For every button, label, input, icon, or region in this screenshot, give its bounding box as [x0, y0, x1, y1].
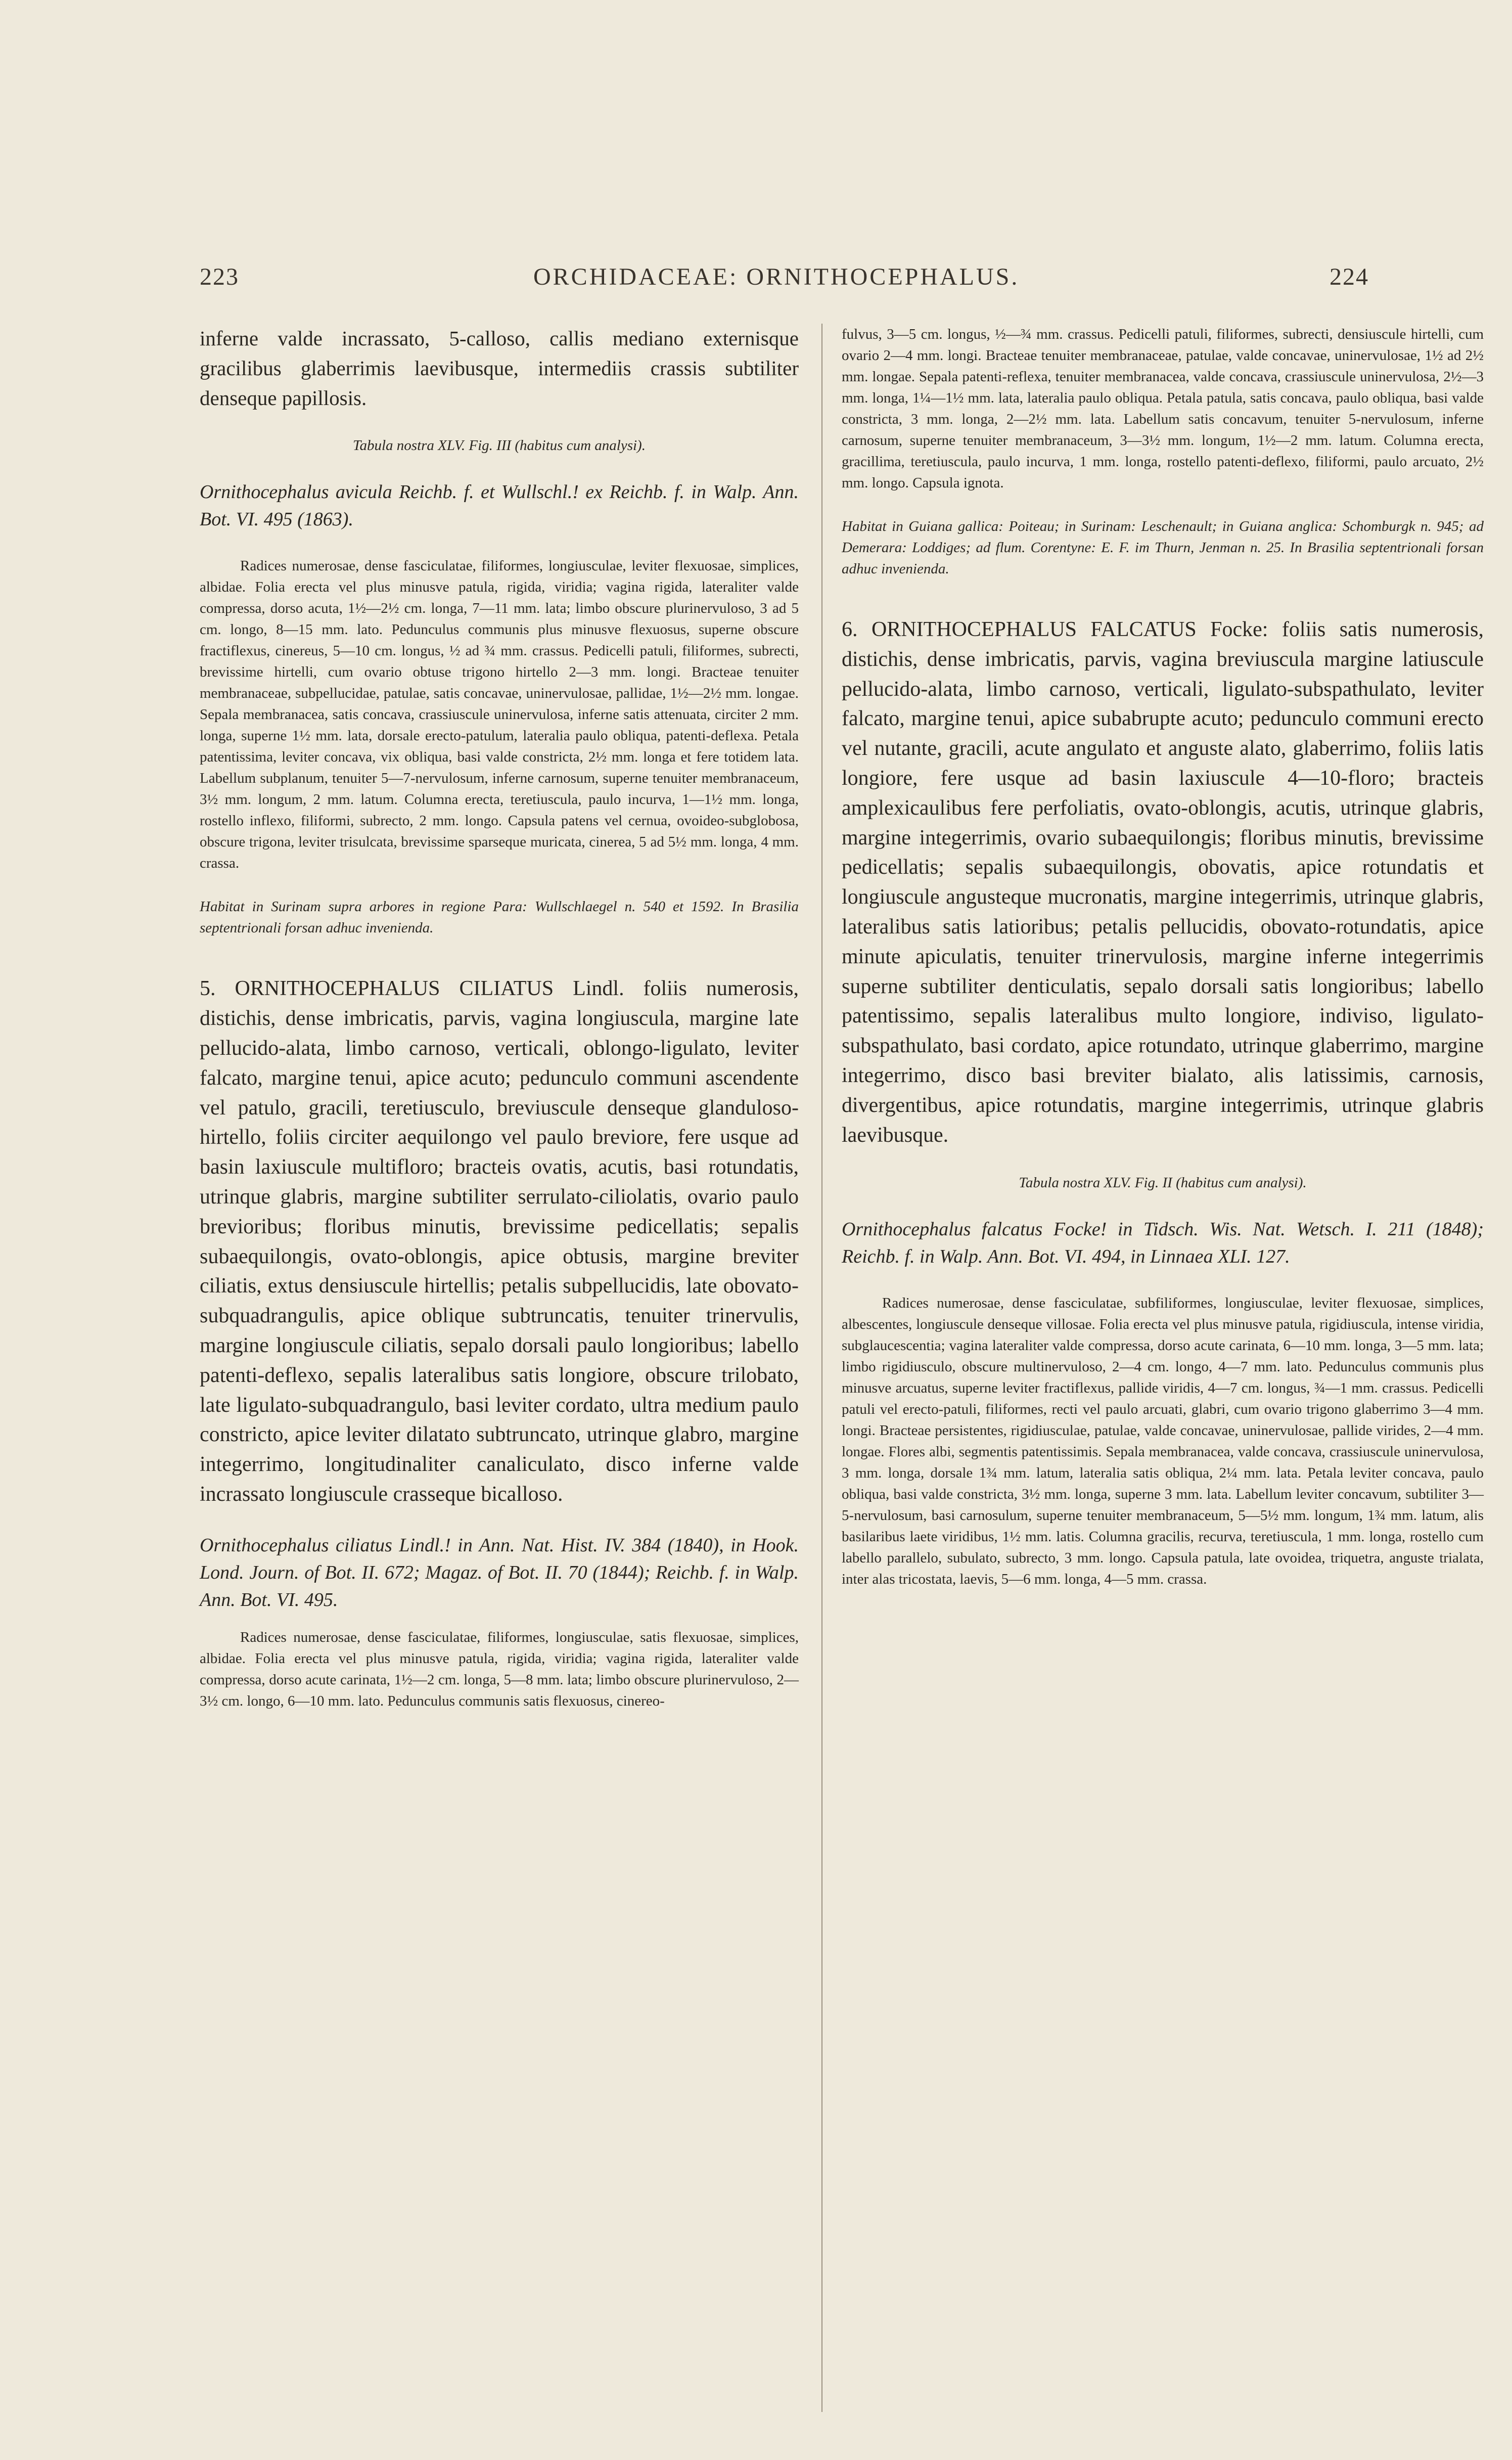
species-heading-6: 6. ORNITHOCEPHALUS FALCATUS Focke: foliis satis numerosis, distichis, dense imbricatis, parvis, vagina breviuscula margine latiuscule pellucido-alata, limbo carnoso, verticali, ligulato-subspathulato, leviter falcato, margine tenui, apice subabrupte acuto; pedunculo communi erecto vel nutante, gracili, acute angulato et anguste alato, glaberrimo, foliis latis longiore, fere usque ad basin laxiuscule 4—10-floro; bracteis amplexicaulibus fere perfoliatis, ovato-oblongis, acutis, utrinque glabris, margine integerrimis, ovario subaequilongis; floribus minutis, brevissime pedicellatis; sepalis subaequilongis, obovatis, apice rotundatis et longiuscule angusteque mucronatis, margine integerrimis, utrinque glabris, lateralibus satis latioribus; petalis pellucidis, obovato-rotundatis, apice minute apiculatis, tenuiter trinervulosis, margine inferne integerrimis superne subtiliter denticulatis, sepalo dorsali satis longioribus; labello patentissimo, sepalis lateralibus multo longiore, indiviso, ligulato-subspathulato, basi cordato, apice rotundato, utrinque glaberrimo, margine integerrimo, disco basi breviter bialato, alis latissimis, carnosis, divergentibus, apice rotundatis, margine integerrimis, utrinque glabris laevibusque.: [842, 618, 1484, 1147]
species-description-continued: fulvus, 3—5 cm. longus, ½—¾ mm. crassus. Pedicelli patuli, filiformes, subrecti, densiuscule hirtelli, cum ovario 2—4 mm. longi. Bracteae tenuiter membranaceae, patulae, valde concavae, uninervulosae, 1½ ad 2½ mm. longae. Sepala patenti-reflexa, tenuiter membranacea, valde concava, crassiuscule uninervulosa, 2½—3 mm. longa, 1¼—1½ mm. lata, lateralia paulo obliqua. Petala patula, satis concava, paulo obliqua, basi valde constricta, 3 mm. longa, 2—2½ mm. lata. Labellum satis concavum, tenuiter 5-nervulosum, inferne carnosum, superne tenuiter membranaceum, 3—3½ mm. longum, 1½—2 mm. latum. Columna erecta, gracillima, teretiuscula, paulo incurva, 1 mm. longa, rostello patenti-deflexo, filiformi, paulo arcuato, 2½ mm. longo. Capsula ignota.: [842, 326, 1484, 491]
species-description-6: Radices numerosae, dense fasciculatae, subfiliformes, longiusculae, leviter flexuosae, simplices, albescentes, longiuscule denseque villosae. Folia erecta vel plus minusve patula, rigidiuscula, intense viridia, subglaucescentia; vagina lateraliter valde compressa, dorso acute carinata, 6—10 mm. longa, 3—5 mm. lata; limbo rigidiusculo, obscure multinervuloso, 2—4 cm. longo, 4—7 mm. lato. Pedunculus communis plus minusve arcuatus, superne leviter fractiflexus, pallide viridis, 4—7 cm. longus, ¾—1 mm. crassus. Pedicelli patuli vel erecto-patuli, filiformes, recti vel paulo arcuati, glabri, cum ovario trigono glaberrimo 3—4 mm. longi. Bracteae persistentes, rigidiusculae, patulae, valde concavae, uninervulosae, pallide virides, 2—4 mm. longae. Flores albi, segmentis patentissimis. Sepala membranacea, valde concava, crassiuscule uninervulosa, 3 mm. longa, dorsale 1¾ mm. latum, lateralia satis obliqua, 2¼ mm. lata. Petala leviter concava, paulo obliqua, basi valde constricta, 3½ mm. longa, superne 3 mm. lata. Labellum leviter concavum, subtiliter 3—5-nervulosum, basi carnosulum, superne tenuiter membranaceum, 5—5½ mm. longum, 1¾ mm. latum, alis basilaribus laete viridibus, 1½ mm. latis. Columna gracilis, recurva, teretiuscula, 1 mm. longa, rostello cum labello parallelo, subulato, subrecto, 3 mm. longo. Capsula patula, late ovoidea, triquetra, anguste trialata, inter alas tricostata, laevis, 5—6 mm. longa, 4—5 mm. crassa.: [842, 1295, 1484, 1588]
habitat-note-5: Habitat in Guiana gallica: Poiteau; in Surinam: Leschenault; in Guiana anglica: Schomburgk n. 945; ad Demerara: Loddiges; ad flum. Corentyne: E. F. im Thurn, Jenman n. 25. In Brasilia septentrionali forsan adhuc invenienda.: [842, 518, 1484, 577]
plate-reference: Tabula nostra XLV. Fig. III (habitus cum analysi).: [353, 437, 646, 454]
synonym-reference-6: Ornithocephalus falcatus Focke! in Tidsch. Wis. Nat. Wetsch. I. 211 (1848); Reichb. f. in Walp. Ann. Bot. VI. 494, in Linnaea XLI. 127.: [842, 1219, 1484, 1268]
page-number-left: 223: [200, 263, 239, 290]
species-description: Radices numerosae, dense fasciculatae, filiformes, longiusculae, leviter flexuosae, simplices, albidae. Folia erecta vel plus minusve patula, rigida, viridia; vagina rigida, lateraliter valde compressa, dorso acuta, 1½—2½ cm. longa, 7—11 mm. lata; limbo obscure plurinervuloso, 3 ad 5 cm. longo, 8—15 mm. lato. Pedunculus communis plus minusve flexuosus, superne obscure fractiflexus, cinereus, 5—10 cm. longus, ½ ad ¾ mm. crassus. Pedicelli patuli, filiformes, subrecti, brevissime hirtelli, cum ovario obtuse trigono hirtello 2—3 mm. longi. Bracteae tenuiter membranaceae, subpellucidae, patulae, satis concavae, uninervulosae, pallidae, 1½—2½ mm. longae. Sepala membranacea, satis concava, crassiuscule uninervulosa, inferne satis attenuata, circiter 2 mm. longa, superne 1½ mm. lata, dorsale erecto-patulum, lateralia paulo obliqua, patenti-deflexa. Petala patentissima, leviter concava, vix obliqua, basi valde constricta, 2½ mm. longa et fere totidem lata. Labellum subplanum, tenuiter 5—7-nervulosum, inferne carnosum, superne tenuiter membranaceum, 3½ mm. longum, 2 mm. latum. Columna erecta, teretiuscula, paulo incurva, 1—1½ mm. longa, rostello inflexo, filiformi, subrecto, 2 mm. longo. Capsula patens vel cernua, ovoideo-subglobosa, obscure trigona, leviter trisulcata, brevissime sparseque muricata, cinerea, 5 ad 5½ mm. longa, 4 mm. crassa.: [200, 558, 799, 872]
synonym-reference-5: Ornithocephalus ciliatus Lindl.! in Ann. Nat. Hist. IV. 384 (1840), in Hook. Lond. Journ. of Bot. II. 672; Magaz. of Bot. II. 70 (1844); Reichb. f. in Walp. Ann. Bot. VI. 495.: [200, 1534, 799, 1611]
species-heading-5: 5. ORNITHOCEPHALUS CILIATUS Lindl. foliis numerosis, distichis, dense imbricatis, parvis, vagina longiuscula, margine late pellucido-alata, limbo carnoso, verticali, oblongo-ligulato, leviter falcato, margine tenui, apice acuto; pedunculo communi ascendente vel patulo, gracili, teretiusculo, breviuscule denseque glanduloso-hirtello, foliis circiter aequilongo vel paulo breviore, fere usque ad basin laxiuscule multifloro; bracteis ovatis, acutis, basi rotundatis, utrinque glabris, margine subtiliter serrulato-ciliolatis, ovario paulo brevioribus; floribus minutis, brevissime pedicellatis; sepalis subaequilongis, ovato-oblongis, apice obtusis, margine breviter ciliatis, extus densiuscule hirtellis; petalis subpellucidis, late obovato-subquadrangulis, apice oblique subtruncatis, tenuiter trinervulis, margine longiuscule ciliatis, sepalo dorsali paulo longioribus; labello patenti-deflexo, sepalis lateralibus satis longiore, obscure trilobato, late ligulato-subquadrangulo, basi leviter cordato, ultra medium paulo constricto, apice leviter dilatato subtruncato, utrinque glabro, margine integerrimo, longitudinaliter canaliculato, disco inferne valde incrassato longiuscule crasseque bicalloso.: [200, 977, 799, 1506]
running-title: ORCHIDACEAE: ORNITHOCEPHALUS.: [533, 263, 1020, 290]
species-description-5: Radices numerosae, dense fasciculatae, filiformes, longiusculae, satis flexuosae, simplices, albidae. Folia erecta vel plus minusve patula, rigida, viridia; vagina rigida, lateraliter valde compressa, dorso acute carinata, 1½—2 cm. longa, 5—8 mm. lata; limbo obscure plurinervuloso, 2—3½ cm. longo, 6—10 mm. lato. Pedunculus communis satis flexuosus, cinereo-: [200, 1629, 799, 1709]
paragraph-continuation: inferne valde incrassato, 5-calloso, callis mediano externisque gracilibus glaberrimis laevibusque, intermediis crassis subtiliter denseque papillosis.: [200, 327, 799, 410]
plate-reference-6: Tabula nostra XLV. Fig. II (habitus cum analysi).: [1019, 1175, 1307, 1191]
column-divider: [821, 324, 822, 2412]
left-column: [200, 324, 799, 1712]
habitat-note: Habitat in Surinam supra arbores in regione Para: Wullschlaegel n. 540 et 1592. In Brasilia septentrionali forsan adhuc invenienda.: [200, 899, 799, 936]
right-column: [842, 324, 1484, 1590]
synonym-reference: Ornithocephalus avicula Reichb. f. et Wullschl.! ex Reichb. f. in Walp. Ann. Bot. VI. 495 (1863).: [200, 481, 799, 530]
page-number-right: 224: [1330, 263, 1369, 290]
